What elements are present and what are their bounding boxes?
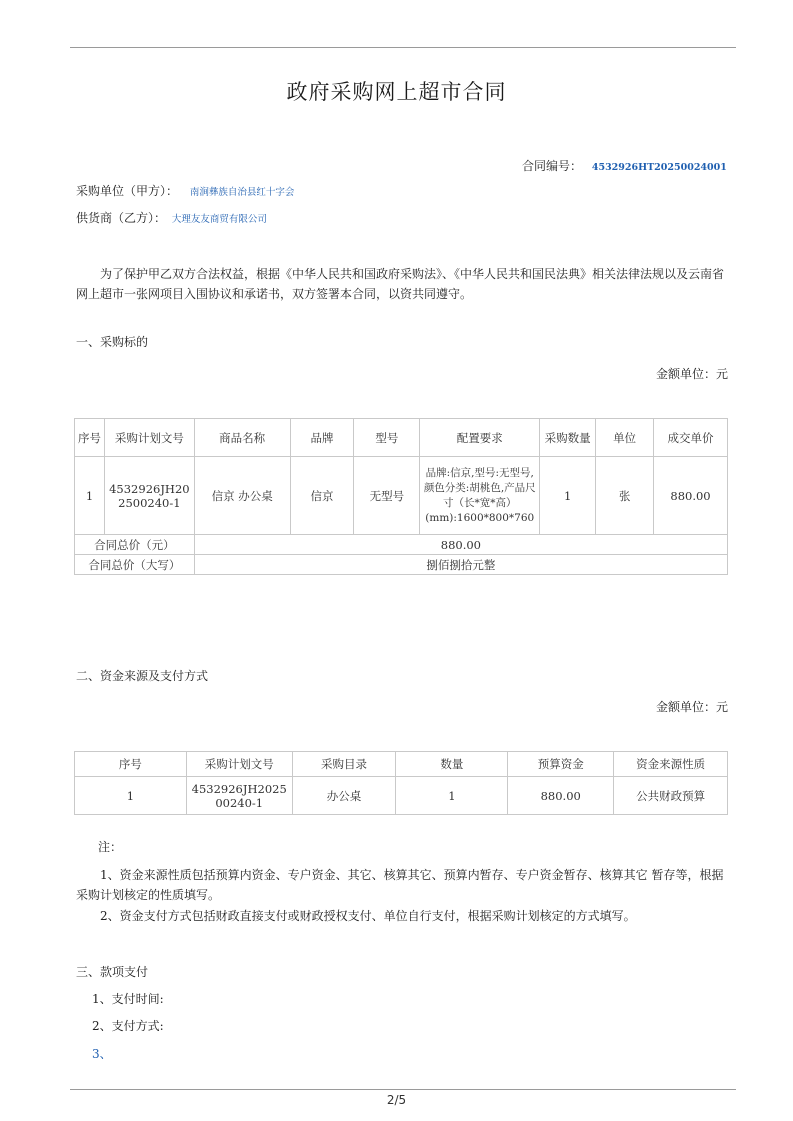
fund-source-table xyxy=(74,751,728,815)
row-cell: 信京 xyxy=(290,457,354,535)
note-item: 1、资金来源性质包括预算内资金、专户资金、其它、核算其它、预算内暂存、专户资金暂存、核算其它 暂存等，根据采购计划核定的性质填写。 xyxy=(76,868,724,902)
header-cell: 品牌 xyxy=(290,419,354,457)
row-cell: 1 xyxy=(396,777,508,815)
total-label: 合同总价（元） xyxy=(75,535,195,555)
total-row xyxy=(75,535,728,555)
header-cell: 预算资金 xyxy=(508,752,614,777)
row-cell: 4532926JH202500240-1 xyxy=(186,777,292,815)
total-cn-row xyxy=(75,555,728,575)
note-title: 注： xyxy=(98,840,123,854)
header-cell: 成交单价 xyxy=(654,419,728,457)
contract-number-label: 合同编号： xyxy=(522,159,583,173)
supplier-value: 大理友友商贸有限公司 xyxy=(171,214,267,225)
buyer-value: 南涧彝族自治县红十字会 xyxy=(189,187,295,198)
buyer-label: 采购单位（甲方）： xyxy=(76,184,179,198)
total-cn-value: 捌佰捌拾元整 xyxy=(194,555,727,575)
header-cell: 采购目录 xyxy=(292,752,396,777)
row-cell: 880.00 xyxy=(654,457,728,535)
header-cell: 型号 xyxy=(354,419,420,457)
contract-number xyxy=(522,157,727,174)
bottom-rule xyxy=(70,1089,736,1090)
header-cell: 序号 xyxy=(75,752,187,777)
procurement-items-table xyxy=(74,418,728,575)
contract-number-value: 4532926HT20250024001 xyxy=(591,162,727,173)
row-cell: 公共财政预算 xyxy=(614,777,728,815)
total-value: 880.00 xyxy=(194,535,727,555)
row-cell: 信京 办公桌 xyxy=(194,457,290,535)
note-item: 2、资金支付方式包括财政直接支付或财政授权支付、单位自行支付，根据采购计划核定的方式填写。 xyxy=(100,909,636,923)
section1-heading: 一、采购标的 xyxy=(76,335,149,349)
header-cell: 采购计划文号 xyxy=(104,419,194,457)
table-row xyxy=(75,777,728,815)
header-cell: 采购计划文号 xyxy=(186,752,292,777)
header-cell: 商品名称 xyxy=(194,419,290,457)
row-cell: 品牌:信京,型号:无型号,颜色分类:胡桃色,产品尺寸（长*宽*高）(mm):1600*800*760 xyxy=(420,457,540,535)
row-cell: 880.00 xyxy=(508,777,614,815)
top-rule xyxy=(70,47,736,48)
header-cell: 单位 xyxy=(596,419,654,457)
section2-heading: 二、资金来源及支付方式 xyxy=(76,669,209,683)
header-cell: 序号 xyxy=(75,419,105,457)
payment-item: 3、 xyxy=(92,1047,112,1061)
intro-paragraph: 为了保护甲乙双方合法权益，根据《中华人民共和国政府采购法》、《中华人民共和国民法典》相关法律法规以及云南省网上超市一张网项目入围协议和承诺书，双方签署本合同，以资共同遵守。 xyxy=(76,267,725,301)
row-cell: 办公桌 xyxy=(292,777,396,815)
header-cell: 采购数量 xyxy=(540,419,596,457)
header-cell: 资金来源性质 xyxy=(614,752,728,777)
section3-heading: 三、款项支付 xyxy=(76,965,149,979)
supplier-line xyxy=(76,209,267,226)
payment-item: 2、支付方式: xyxy=(92,1019,164,1033)
table-row xyxy=(75,457,728,535)
page-number: 2/5 xyxy=(386,1093,407,1107)
total-cn-label: 合同总价（大写） xyxy=(75,555,195,575)
row-cell: 1 xyxy=(540,457,596,535)
payment-item: 1、支付时间: xyxy=(92,992,164,1006)
row-cell: 1 xyxy=(75,457,105,535)
document-title: 政府采购网上超市合同 xyxy=(286,80,507,104)
buyer-line xyxy=(76,182,294,199)
header-cell: 数量 xyxy=(396,752,508,777)
row-cell: 无型号 xyxy=(354,457,420,535)
supplier-label: 供货商（乙方）： xyxy=(76,211,167,225)
table-header-row xyxy=(75,752,728,777)
row-cell: 1 xyxy=(75,777,187,815)
section1-unit-note: 金额单位：元 xyxy=(656,367,729,381)
table-header-row xyxy=(75,419,728,457)
row-cell: 张 xyxy=(596,457,654,535)
row-cell: 4532926JH202500240-1 xyxy=(104,457,194,535)
section2-unit-note: 金额单位：元 xyxy=(656,700,729,714)
header-cell: 配置要求 xyxy=(420,419,540,457)
